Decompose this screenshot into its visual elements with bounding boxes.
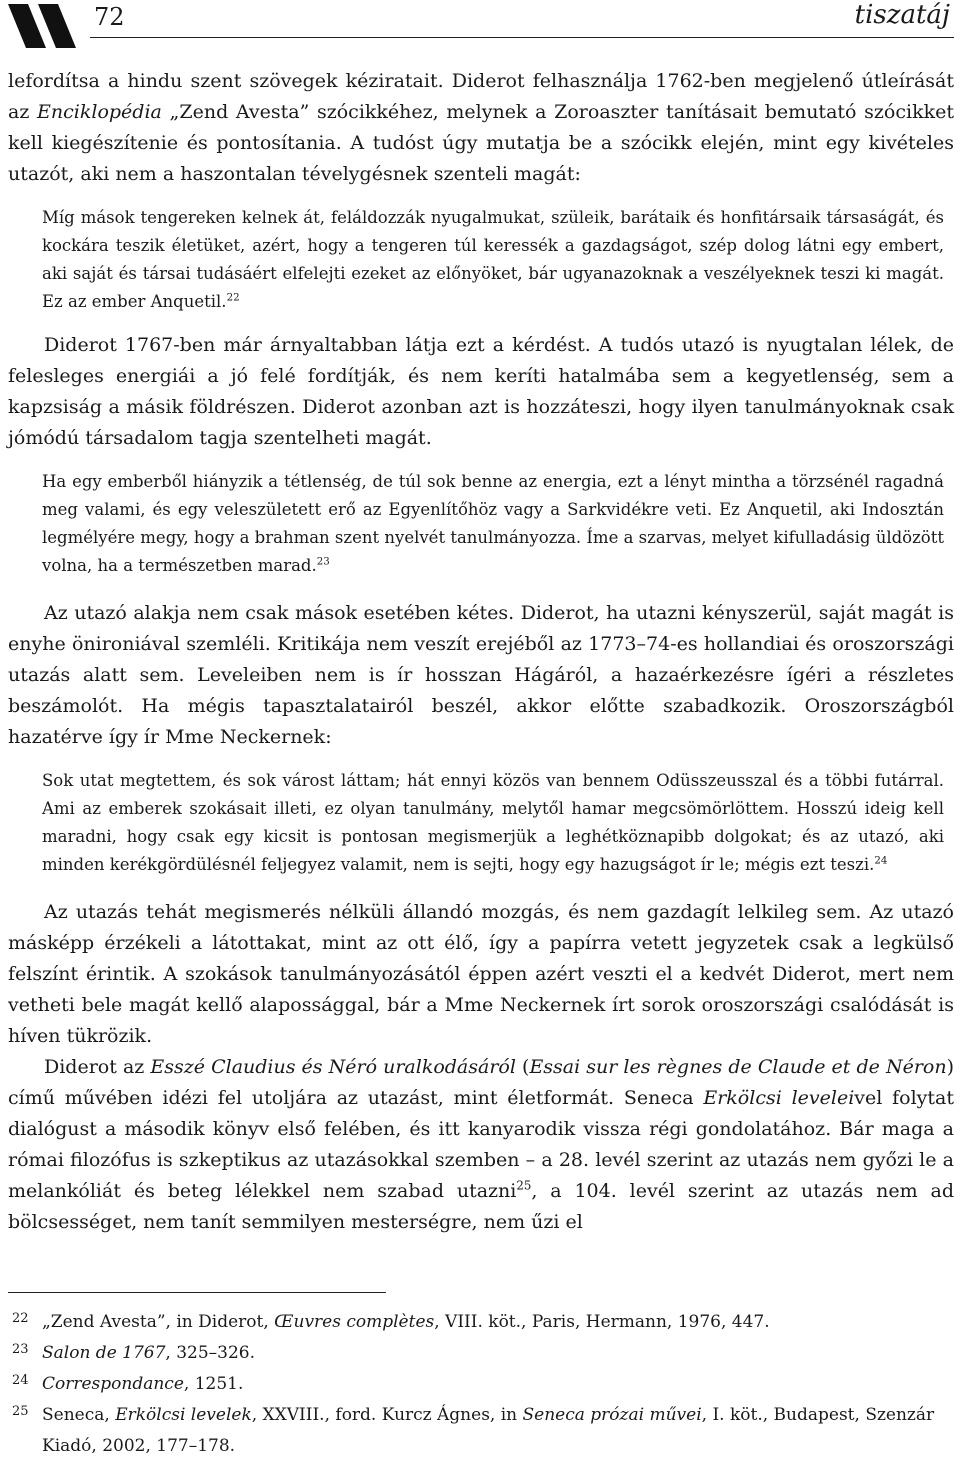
header-rule xyxy=(90,37,954,38)
block-quote-3: Sok utat megtettem, és sok várost láttam; hát ennyi közös van bennem Odüsszeusszal és a többi futárral. Ami az emberek szokásait illeti, ez olyan tanulmány, melytől hamar megcsömörlöttem. Hosszú ideig kell maradni, hogy csak egy kicsit is pontosan megismerjük a leghétköznapibb dolgokat; és az utazó, aki minden kerékgördülésnél feljegyez valamit, nem is sejti, hogy egy hazugságot ír le; mégis ezt teszi.$^{24}$ xyxy=(42,771,944,874)
page-header xyxy=(0,0,960,56)
footnote: 25 Seneca, Erkölcsi levelek, XXVIII., ford. Kurcz Ágnes, in Seneca prózai művei, I. köt., Budapest, Szenzár Kiadó, 2002, 177–178. xyxy=(8,1400,954,1462)
footnote-ref[interactable]: 25 xyxy=(516,1178,532,1193)
block-quote-1: Míg mások tengereken kelnek át, feláldozzák nyugalmukat, szüleik, barátaik és honfitársaik társaságát, és kockára teszik életüket, azért, hogy a tengeren túl keressék a gazdagságot, szép dolog látni egy embert, aki saját és társai tudásáért elfelejti ezeket az előnyöket, bár ugyanazoknak a veszélyeknek teszi ki magát. Ez az ember Anquetil.$^{22}$ xyxy=(42,208,944,311)
body-paragraph-4: Az utazás tehát megismerés nélküli állandó mozgás, és nem gazdagít lelkileg sem. Az utazó másképp érzékeli a látottakat, mint az ott élő, így a papírra vetett jegyzetek csak a legkülső felszínt érintik. A szokások tanulmányozásától éppen azért veszti el a kedvét Diderot, mert nem vetheti bele magát kellő alapossággal, bár a Mme Neckernek írt sorok oroszországi csalódását is híven tükrözik. xyxy=(8,901,954,1047)
body-paragraph-2: Diderot 1767-ben már árnyaltabban látja ezt a kérdést. A tudós utazó is nyugtalan lélek, de felesleges energiái a jó felé fordítják, és nem keríti hatalmába sem a kegyetlenség, sem a kapzsiság a másik földrészen. Diderot azonban azt is hozzáteszi, hogy ilyen tanulmányoknak csak jómódú társadalom tagja szentelheti magát. xyxy=(8,334,954,449)
body-paragraph-5: Diderot az Esszé Claudius és Néró uralkodásáról (Essai sur les règnes de Claude et de Néron) című művében idézi fel utoljára az utazást, mint életformát. Seneca Erkölcsi leveleivel folytat dialógust a második könyv első felében, és itt kanyarodik vissza régi gondolatához. Bár maga a római filozófus is szkeptikus az utazásokkal szemben – a 28. levél szerint az utazás nem győzi le a melankóliát és beteg lélekkel nem szabad utazni$^{25}$, a 104. levél szerint az utazás nem ad bölcsességet, nem tanít semmilyen mesterségre, nem űzi el xyxy=(8,1056,955,1233)
body-paragraph-3: Az utazó alakja nem csak mások esetében kétes. Diderot, ha utazni kényszerül, saját magát is enyhe önironiával szemléli. Kritikája nem veszít erejéből az 1773–74-es hollandiai és oroszországi utazás alatt sem. Leveleiben nem is ír hosszan Hágáról, a hazaérkezésre ígéri a részletes beszámolót. Ha mégis tapasztalatairól beszél, akkor előtte szabadkozik. Oroszországból hazatérve így ír Mme Neckernek: xyxy=(8,602,954,748)
page-number: 72 xyxy=(94,3,125,31)
footnotes xyxy=(8,1307,954,1462)
footnote-number: 25 xyxy=(12,1404,29,1419)
footnote-ref[interactable]: 23 xyxy=(316,556,330,568)
footnote-rule xyxy=(8,1292,386,1293)
footnote: 23 Salon de 1767, 325–326. xyxy=(8,1338,954,1369)
footnote-number: 22 xyxy=(12,1311,29,1326)
footnote: 22 „Zend Avesta”, in Diderot, Œuvres complètes, VIII. köt., Paris, Hermann, 1976, 447. xyxy=(8,1307,954,1338)
footnote: 24 Correspondance, 1251. xyxy=(8,1369,954,1400)
footnote-ref[interactable]: 22 xyxy=(226,292,240,304)
journal-title: tiszatáj xyxy=(854,0,950,30)
footnote-number: 23 xyxy=(12,1342,29,1357)
journal-logo-icon xyxy=(8,4,80,48)
body-paragraph-1: lefordítsa a hindu szent szövegek kéziratait. Diderot felhasználja 1762-ben megjelenő útleírását az Enciklopédia „Zend Avesta” szócikkéhez, melynek a Zoroaszter tanításait bemutató szócikket kell kiegészítenie és pontosítania. A tudóst úgy mutatja be a szócikk elején, mint egy kivételes utazót, aki nem a haszontalan tévelygésnek szenteli magát: xyxy=(8,70,954,185)
footnote-ref[interactable]: 24 xyxy=(874,855,888,867)
block-quote-2: Ha egy emberből hiányzik a tétlenség, de túl sok benne az energia, ezt a lényt mintha a törzsénél ragadná meg valami, és egy veleszületett erő az Egyenlítőhöz vagy a Sarkvidékre veti. Ez Anquetil, aki Indosztán legmélyére megy, hogy a brahman szent nyelvét tanulmányozza. Íme a szarvas, melyet kifulladásig üldözött volna, ha a természetben marad.$^{23}$ xyxy=(42,472,944,575)
article-body xyxy=(8,66,954,1238)
footnote-number: 24 xyxy=(12,1373,29,1388)
